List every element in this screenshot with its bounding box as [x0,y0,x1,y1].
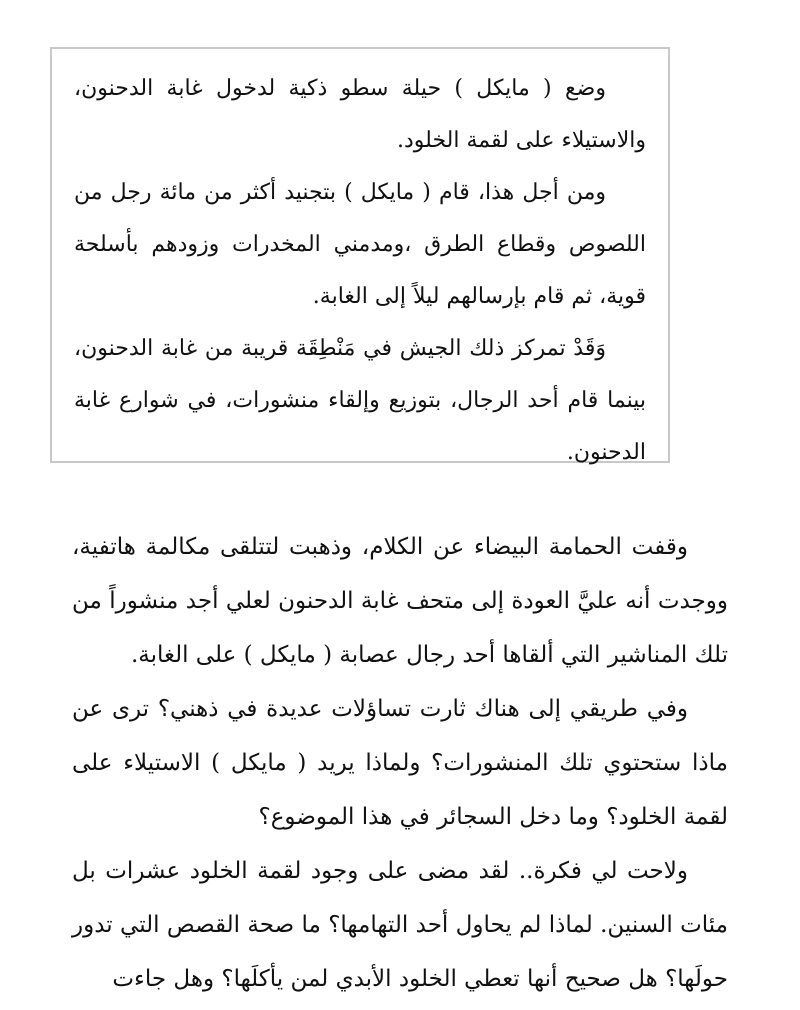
body-paragraph-3: ولاحت لي فكرة.. لقد مضى على وجود لقمة الخلود عشرات بل مئات السنين. لماذا لم يحاول أحد التهامها؟ ما صحة القصص التي تدور حولَها؟ هل صحيح أنها تعطي الخلود الأبدي لمن يأكلَها؟ وهل جاءت [72,858,728,992]
body-paragraph-2: وفي طريقي إلى هناك ثارت تساؤلات عديدة في ذهني؟ ترى عن ماذا ستحتوي تلك المنشورات؟ ولماذا يريد ( مايكل ) الاستيلاء على لقمة الخلود؟ وما دخل السجائر في هذا الموضوع؟ [72,696,728,830]
boxed-passage [50,47,670,463]
box-paragraph-2: ومن أجل هذا، قام ( مايكل ) بتجنيد أكثر من مائة رجل من اللصوص وقطاع الطرق ،ومدمني المخدرات وزودهم بأسلحة قوية، ثم قام بإرسالهم ليلاً إلى الغابة. [74,180,646,309]
body-text [72,520,728,1006]
box-paragraph-3: وَقَدْ تمركز ذلك الجيش في مَنْطِقَة قريبة من غابة الدحنون، بينما قام أحد الرجال، بتوزيع وإلقاء منشورات، في شوارع غابة الدحنون. [74,336,646,465]
box-paragraph-1: وضع ( مايكل ) حيلة سطو ذكية لدخول غابة الدحنون، والاستيلاء على لقمة الخلود. [74,76,646,153]
body-paragraph-1: وقفت الحمامة البيضاء عن الكلام، وذهبت لتتلقى مكالمة هاتفية، ووجدت أنه عليَّ العودة إلى متحف غابة الدحنون لعلي أجد منشوراً من تلك المناشير التي ألقاها أحد رجال عصابة ( مايكل ) على الغابة. [72,534,728,668]
